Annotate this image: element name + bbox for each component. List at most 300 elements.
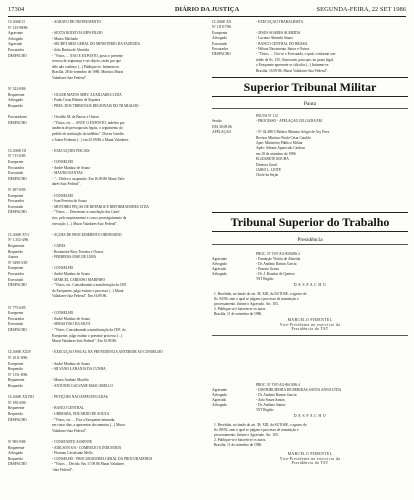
entry-line [8,283,204,287]
entry-value: - PETIÇÕES NÃO ESPECIFICADAS [52,395,108,400]
entry-value: - ANTÔNIO GALVANE MASCARELLO [52,384,113,388]
entry-label: Exequente [8,160,24,164]
entry-line [8,126,204,130]
entry-label: Requerente [8,244,25,248]
entry-value: - BANCO CENTRAL DO BRASIL [256,41,308,46]
entry-label: Nº 1151-8/86 [8,372,28,377]
entry-value: - André Munhoz de Souza [52,165,90,170]
entry-line [8,423,204,427]
entry-label: CLASSE XXVIII [8,395,34,400]
paragraph-text: fls. 88/92, sem o qual se julgam o processo de tramitação e [214,428,299,432]
entry-line [8,255,204,259]
entry-label: CLASSE II [8,20,25,24]
entry-line [8,87,204,91]
entry-line [8,210,204,214]
entry-value: - CONSELHO [52,266,74,271]
entry-line [212,152,408,156]
entry-label: Advogado [8,36,23,41]
entry-line [8,429,204,433]
entry-label: Procurador [8,165,24,170]
entry-line [212,47,408,51]
entry-value: - EXECUÇÕES FISCAIS [52,148,90,153]
entry-line [8,104,204,108]
entry-label: Requerente [8,445,25,450]
entry-line [8,54,204,58]
entry-value: - BANCO CENTRAL [52,406,85,411]
entry-value: - CONSELHO - PROCURADORIA GERAL DA PROCURADORIA [52,456,153,461]
entry-line [8,384,204,388]
entry-line [212,130,408,134]
entry-line [8,395,204,399]
entry-line [8,154,204,158]
entry-line [8,446,204,450]
entry-line [8,322,204,326]
entry-line [212,168,408,172]
entry-label: Advogado [8,98,23,103]
entry-line [212,141,408,145]
entry-value: - MOTORES PEÇAS DE REPAROS E REFORMADORES LTDA [52,204,150,209]
entry-value: - SEXTA RODOVIA RIPA FILHO [52,31,103,36]
entry-value: Valadares-Juiz Federal". [52,428,87,433]
paragraph-line [212,443,408,447]
entry-value: Chefe da Seção [256,173,279,178]
entry-value: - CONSELHO [52,160,74,164]
paragraph-text: 1. Recebido, no fundo do art. 38, XIII, da SUTOSE, o agravo de [214,292,307,296]
entry-label: Advogado [212,403,227,407]
entry-value: - "Vistos, etc. Considerando a manifestação da CEF, [52,283,128,288]
entry-value: - DISTRIBUIDORA DE BEBIDAS SANTA ANNA LTDA [256,388,342,392]
entry-line [8,65,204,69]
entry-label: Exequente [8,361,24,366]
entry-value: do Exequente, julgo extinto o processo (...) Murat [52,288,124,293]
paragraph-line [212,423,408,427]
entry-label: Exequente [212,30,228,35]
entry-line [8,76,204,80]
entry-label: Exequente [8,266,24,271]
entry-value: pedido de restituição do indébito". Dirceu Guedes [52,132,124,136]
entry-line [212,119,408,123]
entry-label: Procurador [8,199,24,204]
signature-line: Presidência do TST [291,461,329,466]
entry-label: Advogado [8,451,23,456]
entry-label: Nº 775-6/85 [8,305,26,310]
entry-line [212,52,408,56]
entry-label: DESPACHO [8,210,27,215]
entry-value: - Dr. Antônio Ramos Garcia [256,262,297,266]
entry-value: Apdo: Ademir Aparecido Cardoso [256,146,306,151]
entry-value: - Dr. Antônio Santos [256,403,286,407]
entry-line [212,163,408,167]
signature-line: MARCELO PIMENTEL [287,452,333,456]
entry-value: - SECRETÁRIO GERAL DO MINISTÉRIO DA FAZENDA [52,42,141,47]
entry-label: Nº 1011-8/86 [8,356,28,360]
paragraph-text: Brasília, 11 de setembro de 1986. [214,443,263,447]
entry-value: - Nº 44.488-5 Relator Ministro Sérgio de Ary Pires [256,130,330,135]
entry-label: Nº 3490-5/85 [8,260,28,265]
entry-line [8,98,204,102]
entry-value: - Fundação Vitória de Almeida [256,257,301,261]
entry-label: Agravante [212,388,227,392]
entry-line [8,222,204,226]
entry-label: Nº 190-4/86 [8,400,26,405]
entry-line [212,125,408,129]
entry-value: - AÇÕES DE PROCEDIMENTO ORDINÁRIO [52,232,122,237]
entry-value: Revisor Ministro Paulo César Cataldo [256,135,311,140]
entry-line [8,390,204,394]
entry-label: Executado [212,41,228,46]
entry-value: - CONSELHO [52,311,74,316]
entry-value: - Mauro Antônio Macêdo [52,378,89,383]
paragraph-text: 2. Publique-se e baixem-se os autos. [214,438,267,442]
entry-line [8,350,204,354]
entry-line [212,393,408,397]
entry-line [8,149,204,153]
entry-line [8,378,204,382]
entry-label: Procurador [8,316,24,321]
entry-line [212,20,408,24]
entry-value: - CONSELHO [52,193,74,198]
entry-value: - Luciano Almeida Souza [256,36,293,41]
entry-label: DESPACHO [8,283,27,288]
entry-label: Advogado [212,262,227,266]
entry-label: Nº 1110-7/86 [212,25,232,30]
entry-line [8,121,204,125]
entry-line [212,58,408,62]
entry-line [212,383,408,387]
entry-label: DESPACHO [8,417,27,422]
paragraph-line [212,433,408,437]
entry-line [8,440,204,444]
entry-line [8,339,204,343]
superior-tribunal-militar-banner: Superior Tribunal Militar [212,77,408,97]
entry-label: Requerido [8,456,23,461]
entry-line [212,173,408,177]
entry-line [8,82,204,86]
entry-value: - "Vistos. Considerando a manifestação da CEF, do [52,328,126,332]
entry-value: - EXECUÇÃO TRABALHISTA [256,20,304,24]
entry-line [8,177,204,181]
entry-label: Autora [8,255,18,260]
entry-value: recurso de segurança e ser objeto, razão por que [52,59,121,64]
entry-label: Nº 1.352-4/86 [8,238,29,243]
entry-value: PROC. Nº TST-AG-8594/86.3 [256,252,300,256]
entry-value: - Osvaldo M. de Barros e Outros [52,115,100,120]
entry-line [8,227,204,231]
entry-label: CLASSE III [8,148,26,153]
entry-label: Requerido [8,249,23,254]
entry-line [8,468,204,472]
entry-label: DIA 30.09.86 [212,124,232,129]
entry-label: Nº 125-98/86 [8,25,28,30]
entry-label: Requerente [8,92,25,97]
entry-line [8,48,204,52]
entry-value: - EXECUÇÃO FISCAL NA PROVIDÊNCIA ANTERIOR AO CONSELHO [52,350,163,355]
entry-label: Requerido [8,412,23,416]
entry-value: Brasília, 28 de setembro de 1986. Ministro Murat [52,70,124,75]
entry-value: - André Munhoz de Souza [52,272,90,276]
entry-label: DESPACHO [8,120,27,125]
entry-line [212,146,408,150]
entry-label: Advogado [212,36,227,41]
entry-value: - SILVANO LARANJA DA CUNHA [52,367,106,372]
entry-line [8,233,204,237]
page-number: 17304 [8,6,25,13]
entry-value: - Dr. Antônio Ramos Garcia [256,393,297,397]
entry-value: - Dr. J. Rondon de Queiroz [256,272,295,276]
entry-label: Advogado [212,272,227,276]
entry-line [8,401,204,405]
entry-value: rios, pelo arquivamento e com o prosseguimento da [52,216,127,220]
entry-line [8,356,204,360]
entry-label: DESPACHO [212,52,231,57]
entry-value: Apte: Ministério Público Militar [256,141,303,145]
entry-line [8,434,204,438]
entry-line [8,406,204,410]
entry-line [8,26,204,30]
entry-label: Sessão [212,119,222,124]
entry-label: Exequente [8,193,24,198]
entry-value: - CONSTANTE AUSENTE [52,440,93,444]
signature-block-2 [212,452,408,466]
entry-value: - UBERABA, EDUARDO DE SOUZA [52,412,110,416]
entry-line [8,451,204,455]
paragraph-text: 2. Publique-se e baixem-se os autos. [214,307,267,311]
entry-value: - MARCEL CARDOSO MARINHO [52,277,106,282]
entry-value: - João Batista de Almeida [52,48,89,52]
entry-label: Requerido [8,367,23,372]
entry-line [8,250,204,254]
entry-line [212,31,408,35]
entry-label: Executado [8,322,24,327]
entry-line [8,37,204,41]
entry-label: Executado [8,171,24,176]
entry-value: teúdo de fls. 155, Outrossim, para que, no prazo legal, [256,57,334,62]
entry-line [8,160,204,164]
entry-line [8,115,204,119]
entry-value: Valadares-Juiz Federal". Em 16.09.86. [52,294,108,299]
entry-value: TST Região [256,277,274,281]
entry-value: - AGRAVO DE INSTRUMENTO [52,20,102,24]
entry-line [8,373,204,377]
entry-line [8,457,204,461]
entry-label: CLASSE XX [212,20,232,24]
publication-title: DIÁRIO DA JUSTIÇA [174,6,240,13]
entry-value: - SEBASTIÃO DA SILVA [52,322,91,327]
entry-value: execução. (...) Murat Valadares-Juiz Federal". [52,221,118,226]
entry-line [8,272,204,276]
paragraph-text: processamento. Intime o Agravado. Art. 103. [214,302,279,306]
entry-value: - André Munhoz de Souza [52,316,90,321]
entry-value: - CAPAS [52,244,66,248]
entry-label: Advogado [212,393,227,397]
entry-value: - PRES. DOS TRIBUNAIS REGIONAIS DO TRABALHO [52,104,139,108]
entry-line [212,63,408,67]
entry-line [8,334,204,338]
entry-line [8,199,204,203]
entry-label: Executado [8,204,24,209]
entry-line [8,345,204,349]
entry-value: - "... Defiro o suspensão. Em 16.09.86 Murat Vala- [52,176,126,181]
entry-value: - FERREIRA JOSÉ DE LIMA [52,255,97,260]
entry-value: - "Vistos. ... Cite-se o Executado, o qual, conforme con- [256,52,337,57]
paragraph-line [212,302,408,306]
entry-value: em cinco dias, a apresentar documentos (...) Murat [52,423,125,428]
entry-value: dele não conheço (...) Publique-se. Intimem-se. [52,64,120,69]
entry-value: Brasília, 16.09.86. Murat Valadares-Juiz Federal". [256,68,328,73]
entry-line [212,252,408,256]
entry-value: - JESUS SOARES ALMEIDA [256,30,301,35]
paragraph-line [212,292,408,296]
entry-value: JAIRO L. LEITE [256,168,282,172]
entry-value: em 18 de setembro de 1986 [256,151,296,156]
entry-line [8,294,204,298]
entry-value: ausência de pressupostos legais, o seguimento do [52,126,123,131]
entry-value: - "Vistos. ... Determino a cancelação dos Cartó- [52,210,121,215]
entry-label: Requerido [8,104,23,108]
entry-line [8,93,204,97]
entry-line [8,182,204,186]
pauta-subheading: Pauta [212,100,408,109]
entry-line [8,412,204,416]
entry-label: DESPACHO [8,462,27,467]
entry-line [8,278,204,282]
entry-value: Murat Valadares-Juiz Federal". Em 16.09.86. [52,339,117,344]
entry-line [212,398,408,402]
entry-line [212,262,408,266]
signature-line: MARCELO PIMENTEL [287,318,333,322]
entry-line [212,277,408,281]
entry-line [8,70,204,74]
page-header [8,4,406,17]
entry-value: -Juiz Federal". [52,468,74,472]
entry-label: Procuradores [8,115,27,120]
entry-value: - "Vistos, etc. ... ANTE O EXPOSTO, indefiro por [52,120,125,125]
entry-line [8,261,204,265]
entry-line [212,408,408,412]
paragraph-text: processamento. Intime o Agravado. Art. 103. [214,433,279,437]
entry-value: - Paulo Cesar Ribeiro de Siqueira [52,98,101,103]
entry-label: Nº 711-6/85 [8,154,26,159]
entry-label: DESPACHO [8,53,27,58]
publication-date: SEGUNDA-FEIRA, 22 SET 1986 [316,6,406,13]
entry-value: TST Região [256,408,274,412]
entry-label: Agravado [212,398,227,402]
entry-value: Valadares-Juiz Federal". [52,76,87,80]
entry-label: Requerido [8,384,23,388]
signature-block-1 [212,318,408,332]
entry-label: DESPACHO [8,176,27,181]
entry-value: - OLGER MATOS SERV. AUXILIARES LTDA [52,92,122,97]
entry-value: Diretora Geral [256,162,277,167]
signature-line: Vice-Presidente no exercício da [279,456,341,461]
paragraph-text: Brasília, 11 de setembro de 1986. [214,312,263,316]
paragraph-line [212,438,408,442]
entry-line [8,367,204,371]
entry-line [212,42,408,46]
entry-label: CLASSE XXIV [8,350,32,355]
presidencia-subheading: Presidência [212,236,408,245]
entry-line [8,143,204,147]
entry-value: - Ivan Ferreira de Souza [52,199,87,204]
entry-value: Exequente, julgo extinto o presente processo (...) [52,333,123,338]
entry-line [8,216,204,220]
entry-label: Procurador [8,48,24,52]
entry-line [8,20,204,24]
entry-value: dares-Juiz Federal". [52,182,81,187]
entry-line [212,388,408,392]
entry-label: Agravado [212,267,227,271]
entry-line [8,317,204,321]
entry-line [212,36,408,40]
entry-line [8,311,204,315]
paragraph-text: fls. 94/96, sem o qual se julgam o processo de tramitação e [214,297,299,301]
entry-line [8,166,204,170]
entry-label: Agravado [8,42,23,47]
entry-line [8,238,204,242]
entry-line [212,257,408,261]
entry-line [212,157,408,161]
paragraph-line [212,307,408,311]
signature-line: Presidência do TST [291,327,329,332]
entry-line [8,42,204,46]
entry-line [8,31,204,35]
entry-line [8,110,204,114]
entry-line [8,59,204,63]
entry-line [8,194,204,198]
entry-line [212,267,408,271]
entry-line [8,289,204,293]
entry-value: - Floriano Cavalcante Mello [52,451,93,456]
entry-value: - MAURO DANTAS [52,171,83,176]
entry-label: Procurador [8,272,24,276]
entry-value: PAUTA Nº 112 [256,114,278,118]
entry-line [8,418,204,422]
entry-value: PROC. Nº TST-AG-8613/86.4 [256,383,300,387]
entry-line [8,328,204,332]
entry-value: - Rosemeire Reys Teixeira e Outros [52,249,104,254]
paragraph-text: 1. Recebido, no fundo do art. 38, XIII, da SUTOSE, o agravo de [214,423,307,427]
paragraph-line [212,297,408,301]
entry-line [8,244,204,248]
entry-value: - João Souza Santos [256,398,285,402]
despacho-heading-1: D E S P A C H O [293,283,327,287]
entry-value: - Ernesto Souza [256,267,279,271]
entry-label: Agravante [8,31,23,36]
entry-line [8,306,204,310]
entry-line [8,171,204,175]
signature-line: Vice-Presidente no exercício da [279,322,341,327]
section-divider [212,335,408,336]
entry-line [8,462,204,466]
entry-value: - Wilson Nascimento Júnior e Outros [256,47,310,51]
entry-label: Nº 322-8/86 [8,87,26,92]
entry-line [212,25,408,29]
entry-line [212,136,408,140]
entry-value: - ADILSON S/A - COMÉRCIO E INDÚSTRIA [52,445,122,450]
entry-label: Requerente [8,406,25,411]
entry-line [8,266,204,270]
entry-line [8,138,204,142]
paragraph-line [212,428,408,432]
entry-line [212,69,408,73]
entry-value: e Juízes Federais (...) em 25.09.86 o Murat Valadares. [52,137,130,142]
paragraph-line [212,312,408,316]
entry-line [212,272,408,276]
entry-value: ELIZABETE ROCHA [256,157,289,162]
entry-label: Requerente [8,378,25,383]
entry-value: - "Vistos, etc. ... Fica a Exequente intimada, [52,417,116,422]
entry-label: APELAÇÃO [212,130,232,135]
